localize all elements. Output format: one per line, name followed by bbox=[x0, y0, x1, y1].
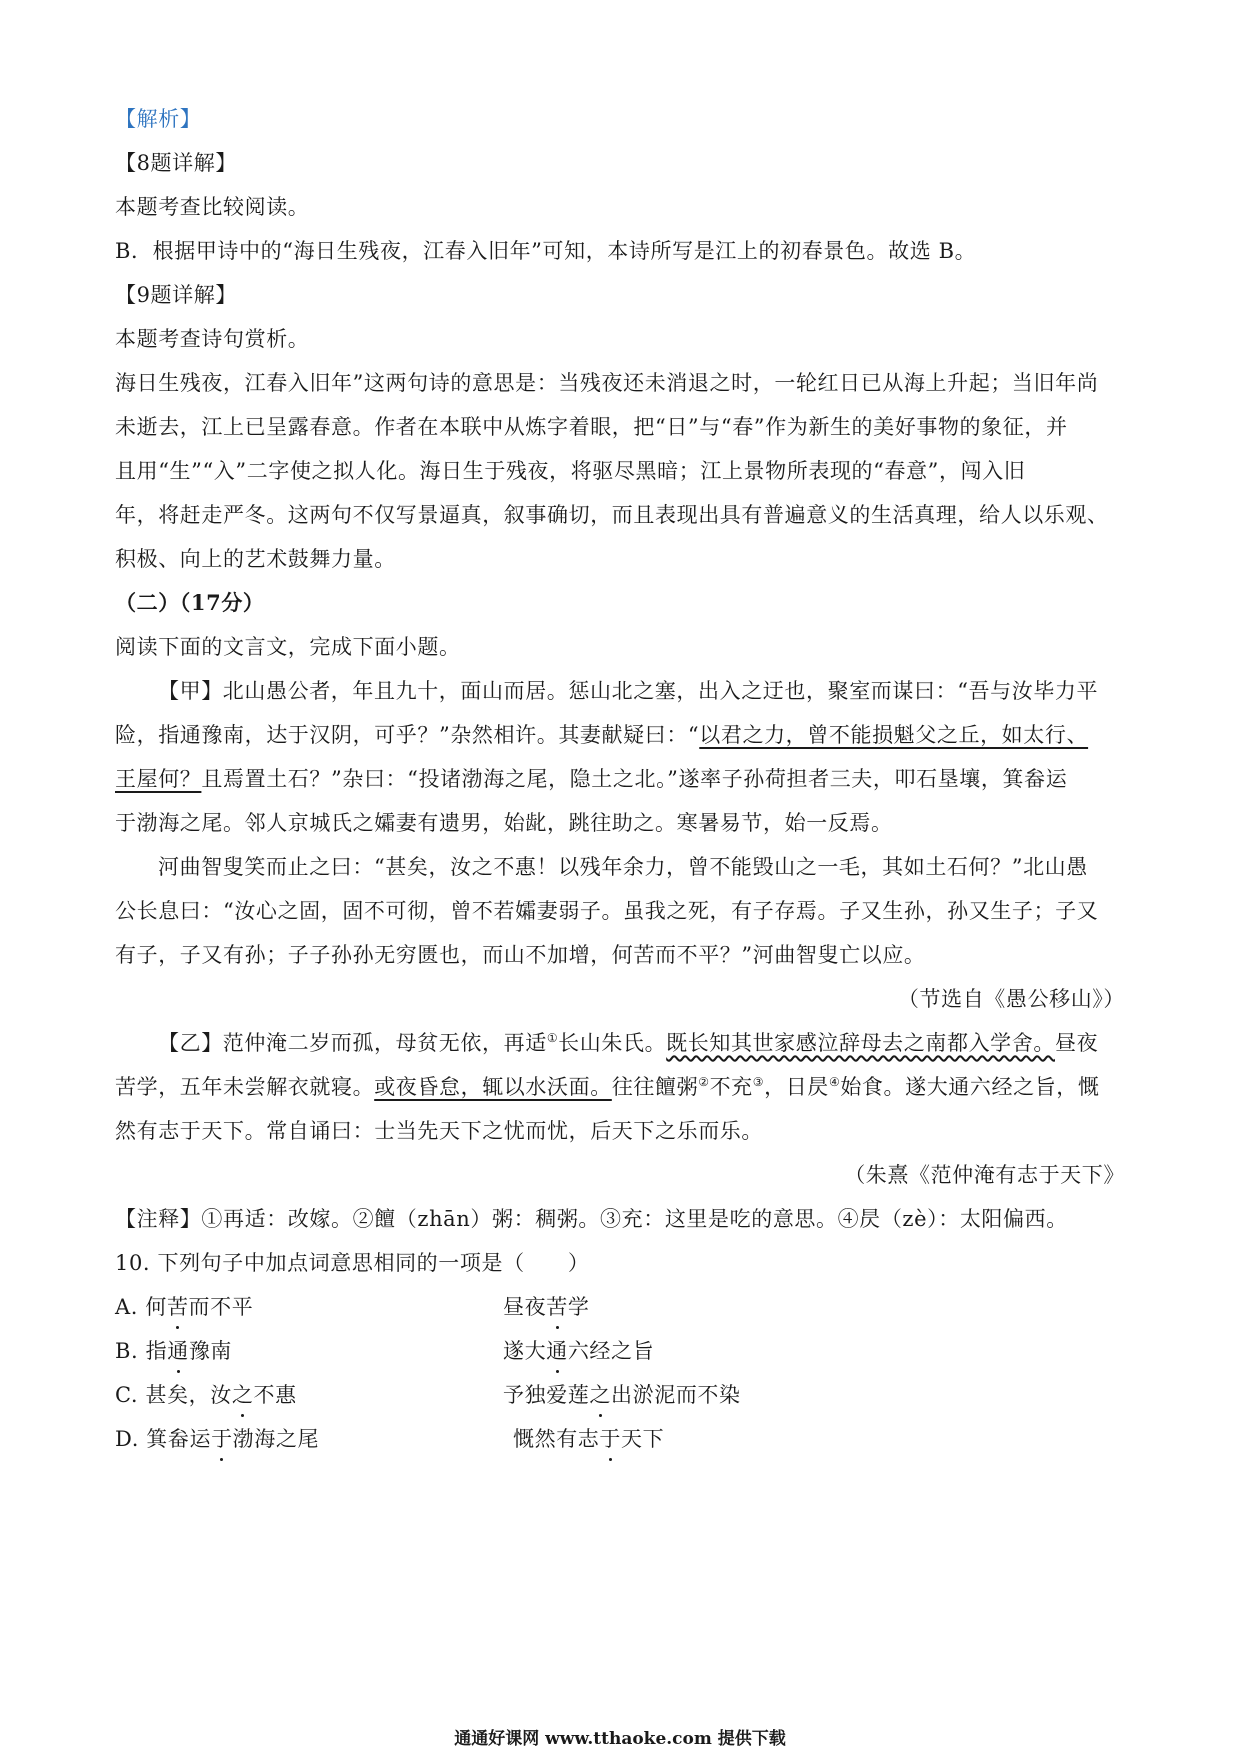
footnote-marker: ④ bbox=[828, 1075, 841, 1089]
underlined-sentence: 或夜昏怠，辄以水沃面。 bbox=[374, 1075, 612, 1099]
q9-paragraph-line: 海日生残夜，江春入旧年”这两句诗的意思是：当残夜还未消退之时，一轮红日已从海上升起；当旧年尚 bbox=[115, 371, 1099, 395]
option-left-text: 甚矣，汝之不惠 bbox=[145, 1383, 296, 1407]
q9-paragraph-line: 年，将赶走严冬。这两句不仅写景逼真，叙事确切，而且表现出具有普遍意义的生活真理，给人以乐观、 bbox=[115, 503, 1109, 527]
underlined-sentence: 以君之力，曾不能损魁父之丘，如太行、 bbox=[699, 723, 1089, 747]
q8-heading: 【8题详解】 bbox=[115, 151, 237, 175]
q8-line1: 本题考查比较阅读。 bbox=[115, 195, 310, 219]
footnote-marker: ③ bbox=[752, 1075, 765, 1089]
passage-yi-line: 然有志于天下。常自诵曰：士当先天下之忧而忧，后天下之乐而乐。 bbox=[115, 1119, 763, 1143]
passage-text: 昼夜 bbox=[1054, 1031, 1099, 1055]
dotted-word: 于 bbox=[211, 1424, 233, 1454]
option-left-text: 箕畚运于渤海之尾 bbox=[146, 1427, 319, 1451]
passage-jia-line: 于渤海之尾。邻人京城氏之孀妻有遗男，始龀，跳往助之。寒暑易节，始一反焉。 bbox=[115, 811, 893, 835]
passage-text: 始食。遂大通六经之旨，慨 bbox=[840, 1075, 1100, 1099]
analysis-heading: 【解析】 bbox=[115, 107, 202, 131]
dotted-word: 苦 bbox=[546, 1292, 568, 1322]
page-footer: 通通好课网 www.tthaoke.com 提供下载 bbox=[454, 1729, 786, 1749]
passage-text: ，日昃 bbox=[764, 1075, 829, 1099]
option-right-text: 予独爱莲之出淤泥而不染 bbox=[503, 1380, 741, 1410]
underlined-sentence: 王屋何？ bbox=[115, 767, 202, 791]
passage-jia-line: 河曲智叟笑而止之曰：“甚矣，汝之不惠！以残年余力，曾不能毁山之一毛，其如土石何？”北山愚 bbox=[158, 855, 1088, 879]
passage-text: 苦学，五年未尝解衣就寝。 bbox=[115, 1075, 375, 1099]
footnote-marker: ① bbox=[546, 1031, 559, 1045]
option-right-text: 遂大通六经之旨 bbox=[503, 1336, 654, 1366]
q9-paragraph-line: 且用“生”“入”二字使之拟人化。海日生于残夜，将驱尽黑暗；江上景物所表现的“春意”，闯入旧 bbox=[115, 459, 1026, 483]
dotted-word: 之 bbox=[589, 1380, 611, 1410]
option-a bbox=[115, 1292, 1125, 1322]
option-letter: C. bbox=[115, 1383, 139, 1407]
q9-line1: 本题考查诗句赏析。 bbox=[115, 327, 310, 351]
option-left-text: 何苦而不平 bbox=[145, 1295, 253, 1319]
passage-jia-line bbox=[115, 764, 1125, 794]
section2-instruction: 阅读下面的文言文，完成下面小题。 bbox=[115, 635, 461, 659]
passage-yi-line bbox=[158, 1028, 1168, 1058]
q8-line2: B．根据甲诗中的“海日生残夜，江春入旧年”可知，本诗所写是江上的初春景色。故选 B。 bbox=[115, 239, 977, 263]
dotted-word: 苦 bbox=[167, 1292, 189, 1322]
option-b bbox=[115, 1336, 1125, 1366]
passage-yi-line bbox=[115, 1072, 1125, 1102]
option-right-text: 昼夜苦学 bbox=[503, 1292, 589, 1322]
passage-jia-source: （节选自《愚公移山》） bbox=[897, 987, 1125, 1011]
passage-text: 险，指通豫南，达于汉阴，可乎？”杂然相许。其妻献疑曰：“ bbox=[115, 723, 700, 747]
annotation-notes: 【注释】①再适：改嫁。②饘（zhān）粥：稠粥。③充：这里是吃的意思。④昃（zè）：太阳偏西。 bbox=[115, 1207, 1068, 1231]
passage-text: 往往饘粥 bbox=[611, 1075, 699, 1099]
option-letter: A. bbox=[115, 1295, 139, 1319]
option-letter: B. bbox=[115, 1339, 139, 1363]
q9-heading: 【9题详解】 bbox=[115, 283, 237, 307]
passage-text: 长山朱氏。 bbox=[558, 1031, 667, 1055]
dotted-word: 通 bbox=[546, 1336, 568, 1366]
option-letter: D. bbox=[115, 1427, 139, 1451]
q9-paragraph-line: 积极、向上的艺术鼓舞力量。 bbox=[115, 547, 396, 571]
option-d bbox=[115, 1424, 1125, 1454]
option-left-text: 指通豫南 bbox=[146, 1339, 232, 1363]
q9-paragraph-line: 未逝去，江上已呈露春意。作者在本联中从炼字着眼，把“日”与“春”作为新生的美好事物的象征，并 bbox=[115, 415, 1068, 439]
dotted-word: 通 bbox=[167, 1336, 189, 1366]
passage-text: 且焉置土石？”杂曰：“投诸渤海之尾，隐土之北。”遂率子孙荷担者三夫，叩石垦壤，箕畚运 bbox=[201, 767, 1068, 791]
passage-jia-line: 有子，子又有孙；子子孙孙无穷匮也，而山不加增，何苦而不平？”河曲智叟亡以应。 bbox=[115, 943, 926, 967]
dotted-word: 之 bbox=[232, 1380, 254, 1410]
section2-heading: （二）（17分） bbox=[115, 590, 265, 615]
dotted-word: 于 bbox=[599, 1424, 621, 1454]
option-right-text: 慨然有志于天下 bbox=[513, 1424, 664, 1454]
passage-text: 不充 bbox=[709, 1075, 753, 1099]
passage-jia-line: 【甲】北山愚公者，年且九十，面山而居。惩山北之塞，出入之迂也，聚室而谋曰：“吾与汝毕力平 bbox=[158, 679, 1099, 703]
passage-jia-line bbox=[115, 720, 1125, 750]
option-c bbox=[115, 1380, 1125, 1410]
footnote-marker: ② bbox=[698, 1075, 710, 1089]
passage-text: 【乙】范仲淹二岁而孤，母贫无依，再适 bbox=[158, 1031, 547, 1055]
question-10-stem: 10. 下列句子中加点词意思相同的一项是（ ） bbox=[115, 1251, 590, 1275]
passage-jia-line: 公长息曰：“汝心之固，固不可彻，曾不若孀妻弱子。虽我之死，有子存焉。子又生孙，孙又生子；子又 bbox=[115, 899, 1099, 923]
passage-yi-source: （朱熹《范仲淹有志于天下》 bbox=[844, 1163, 1125, 1187]
wavy-underlined-sentence: 既长知其世家感泣辞母去之南都入学舍。 bbox=[666, 1031, 1055, 1055]
